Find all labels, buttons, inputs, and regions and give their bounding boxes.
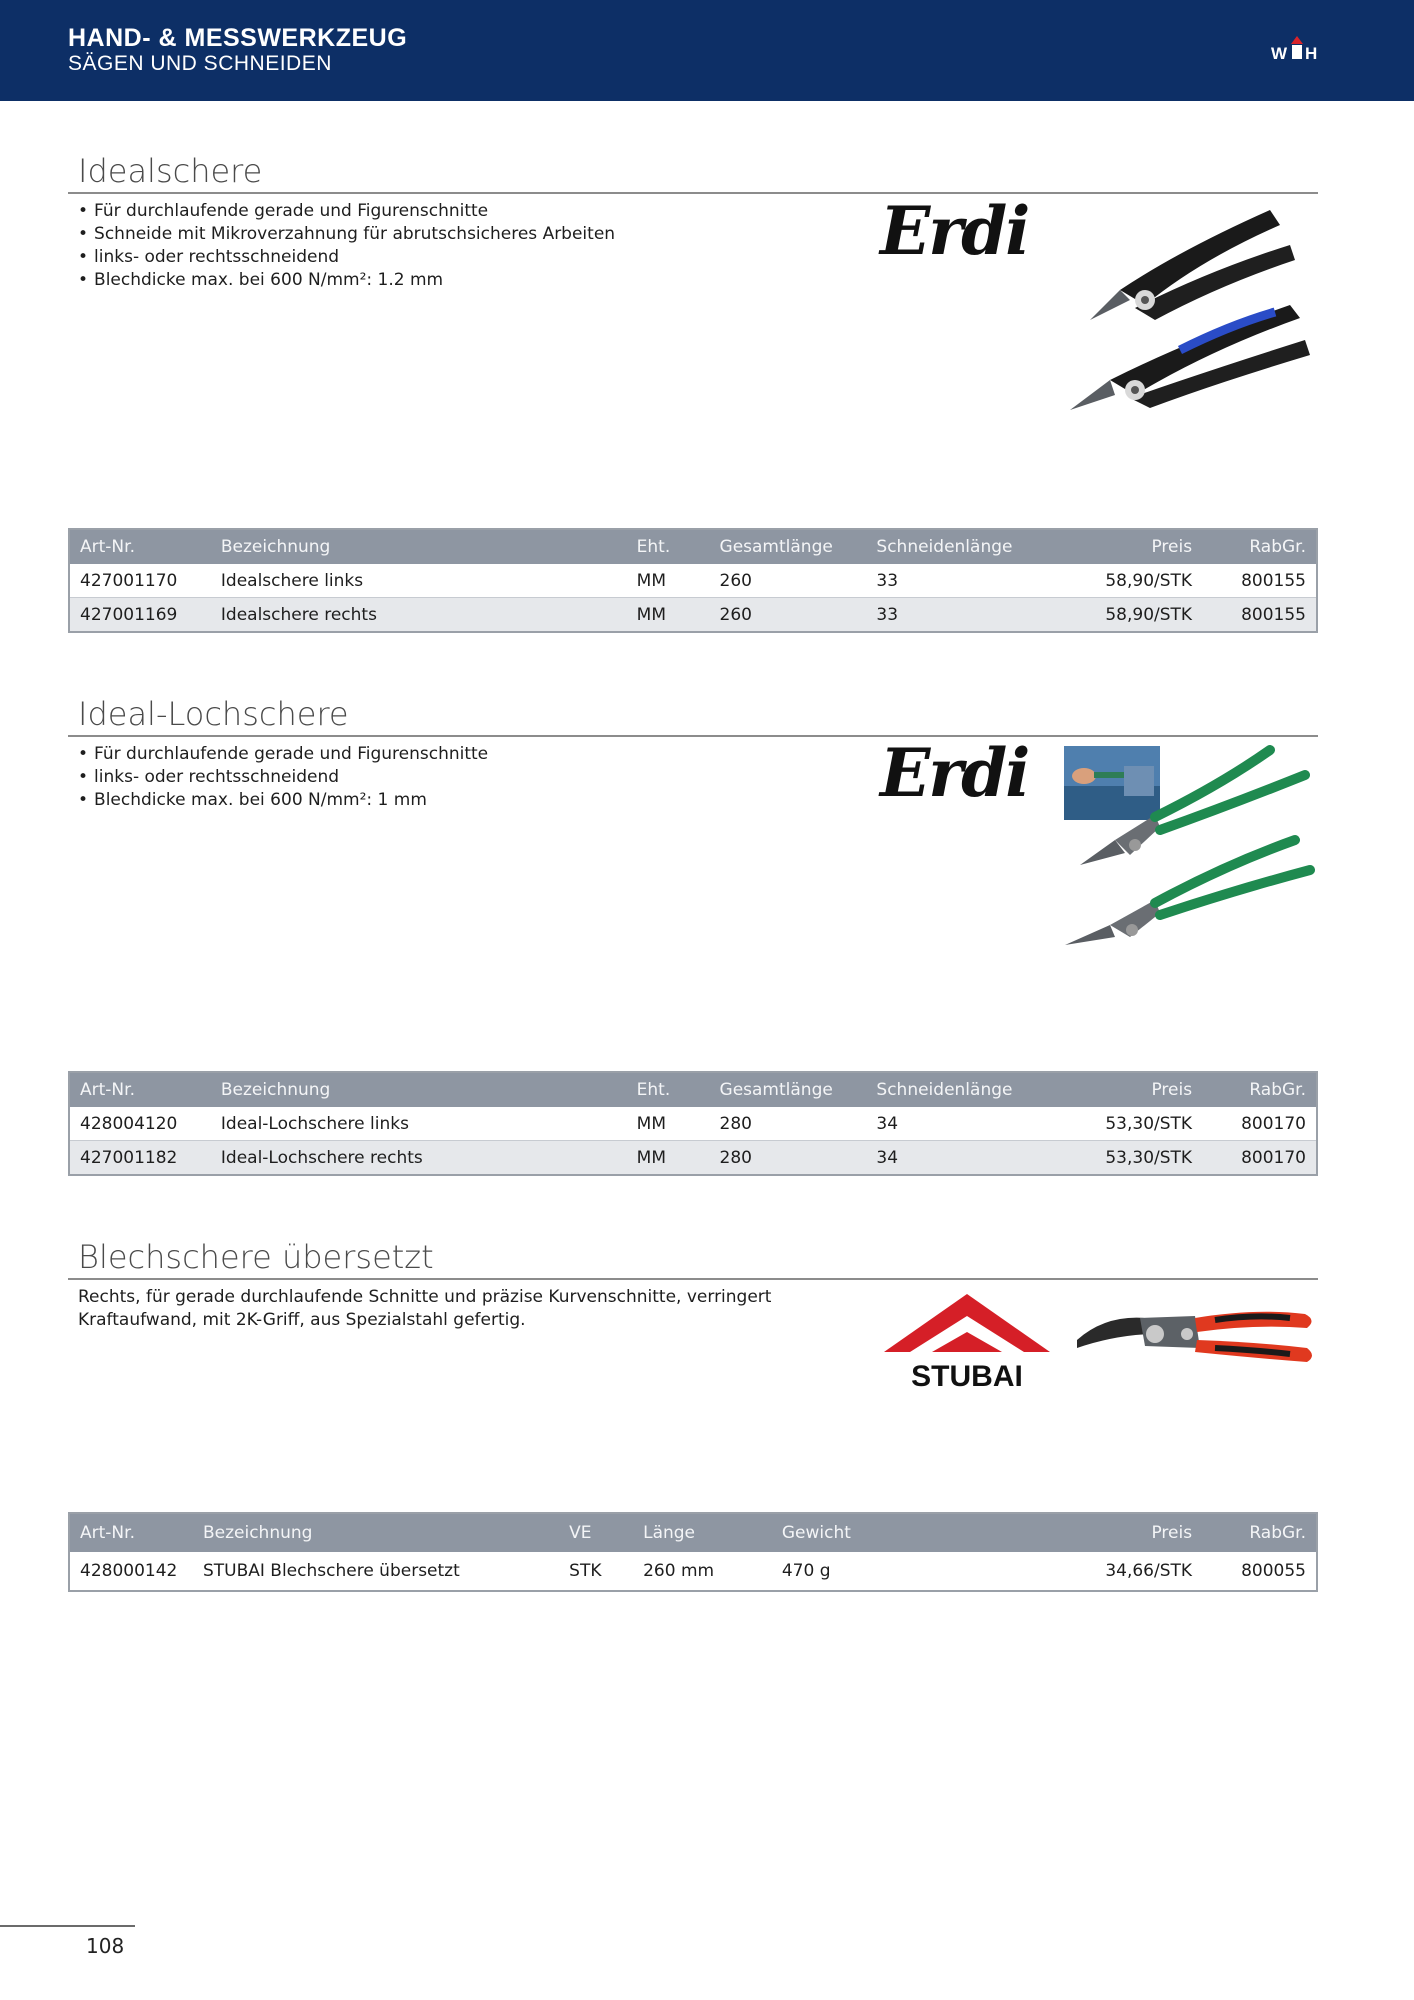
cell-rabgr: 800170 <box>1202 1141 1317 1176</box>
col-rabgr: RabGr. <box>1202 1513 1317 1552</box>
blechschere-table <box>68 1512 1318 1592</box>
blechschere-product-image <box>1075 1290 1320 1380</box>
col-ve: VE <box>559 1513 633 1552</box>
stubai-logo-text: STUBAI <box>911 1360 1023 1390</box>
cell-gesamtlaenge: 280 <box>710 1107 867 1141</box>
table-row <box>69 598 1317 633</box>
col-art-nr: Art-Nr. <box>69 529 211 564</box>
cell-preis: 58,90/STK <box>1050 564 1202 598</box>
col-preis: Preis <box>991 1513 1202 1552</box>
col-gewicht: Gewicht <box>772 1513 992 1552</box>
cell-art-nr: 427001169 <box>69 598 211 633</box>
cell-preis: 58,90/STK <box>1050 598 1202 633</box>
cell-schneidenlaenge: 33 <box>866 598 1050 633</box>
stubai-logo <box>882 1290 1052 1390</box>
lochschere-table <box>68 1071 1318 1176</box>
cell-preis: 34,66/STK <box>991 1552 1202 1591</box>
table-header <box>69 529 1317 564</box>
cell-art-nr: 427001182 <box>69 1141 211 1176</box>
cell-gesamtlaenge: 280 <box>710 1141 867 1176</box>
cell-ve: STK <box>559 1552 633 1591</box>
col-gesamtlaenge: Gesamtlänge <box>710 529 867 564</box>
page-header <box>0 0 1414 101</box>
cell-rabgr: 800055 <box>1202 1552 1317 1591</box>
col-gesamtlaenge: Gesamtlänge <box>710 1072 867 1107</box>
table-row <box>69 1141 1317 1176</box>
idealschere-table <box>68 528 1318 633</box>
cell-eht: MM <box>627 598 710 633</box>
feature-item: • Blechdicke max. bei 600 N/mm²: 1.2 mm <box>78 269 1318 292</box>
feature-item: • Schneide mit Mikroverzahnung für abrutschsicheres Arbeiten <box>78 223 1318 246</box>
logo-letter-w: W <box>1271 44 1288 63</box>
company-logo <box>1271 34 1323 64</box>
section-title: Ideal-Lochschere <box>68 693 1318 737</box>
footer-divider <box>0 1925 135 1927</box>
header-title: HAND- & MESSWERKZEUG <box>68 24 408 52</box>
col-art-nr: Art-Nr. <box>69 1072 211 1107</box>
page-number: 108 <box>86 1934 125 1958</box>
feature-item: • links- oder rechtsschneidend <box>78 246 1318 269</box>
logo-letter-h: H <box>1305 44 1318 63</box>
section-title: Blechschere übersetzt <box>68 1236 1318 1280</box>
table-header <box>69 1072 1317 1107</box>
product-description: Rechts, für gerade durchlaufende Schnitte und präzise Kurvenschnitte, verringert Kraftaufwand, mit 2K-Griff, aus Spezialstahl gefertig. <box>78 1287 772 1330</box>
cell-gewicht: 470 g <box>772 1552 992 1591</box>
cell-bezeichnung: Idealschere rechts <box>211 598 627 633</box>
cell-art-nr: 428004120 <box>69 1107 211 1141</box>
lochschere-product-image <box>1060 745 1320 955</box>
table-row <box>69 1107 1317 1141</box>
erdi-logo: Erdi <box>880 192 1029 270</box>
cell-rabgr: 800170 <box>1202 1107 1317 1141</box>
cell-schneidenlaenge: 34 <box>866 1141 1050 1176</box>
col-preis: Preis <box>1050 529 1202 564</box>
col-schneidenlaenge: Schneidenlänge <box>866 529 1050 564</box>
table-header <box>69 1513 1317 1552</box>
cell-rabgr: 800155 <box>1202 598 1317 633</box>
section-title: Idealschere <box>68 150 1318 194</box>
col-rabgr: RabGr. <box>1202 1072 1317 1107</box>
cell-eht: MM <box>627 1141 710 1176</box>
col-laenge: Länge <box>633 1513 772 1552</box>
feature-item: • links- oder rechtsschneidend <box>78 766 1318 789</box>
erdi-logo: Erdi <box>880 734 1029 812</box>
col-preis: Preis <box>1050 1072 1202 1107</box>
table-row <box>69 564 1317 598</box>
cell-preis: 53,30/STK <box>1050 1141 1202 1176</box>
cell-gesamtlaenge: 260 <box>710 598 867 633</box>
cell-bezeichnung: STUBAI Blechschere übersetzt <box>193 1552 559 1591</box>
cell-laenge: 260 mm <box>633 1552 772 1591</box>
cell-bezeichnung: Ideal-Lochschere rechts <box>211 1141 627 1176</box>
feature-item: • Für durchlaufende gerade und Figurenschnitte <box>78 200 1318 223</box>
cell-schneidenlaenge: 34 <box>866 1107 1050 1141</box>
col-eht: Eht. <box>627 1072 710 1107</box>
cell-bezeichnung: Ideal-Lochschere links <box>211 1107 627 1141</box>
cell-schneidenlaenge: 33 <box>866 564 1050 598</box>
feature-item: • Für durchlaufende gerade und Figurenschnitte <box>78 743 1318 766</box>
col-rabgr: RabGr. <box>1202 529 1317 564</box>
header-subtitle: SÄGEN UND SCHNEIDEN <box>68 52 332 75</box>
cell-art-nr: 427001170 <box>69 564 211 598</box>
cell-bezeichnung: Idealschere links <box>211 564 627 598</box>
col-bezeichnung: Bezeichnung <box>193 1513 559 1552</box>
idealschere-product-image <box>1060 200 1320 420</box>
cell-eht: MM <box>627 1107 710 1141</box>
col-bezeichnung: Bezeichnung <box>211 1072 627 1107</box>
col-bezeichnung: Bezeichnung <box>211 529 627 564</box>
cell-rabgr: 800155 <box>1202 564 1317 598</box>
cell-eht: MM <box>627 564 710 598</box>
table-row <box>69 1552 1317 1591</box>
cell-gesamtlaenge: 260 <box>710 564 867 598</box>
col-art-nr: Art-Nr. <box>69 1513 193 1552</box>
cell-preis: 53,30/STK <box>1050 1107 1202 1141</box>
col-eht: Eht. <box>627 529 710 564</box>
cell-art-nr: 428000142 <box>69 1552 193 1591</box>
col-schneidenlaenge: Schneidenlänge <box>866 1072 1050 1107</box>
feature-item: • Blechdicke max. bei 600 N/mm²: 1 mm <box>78 789 1318 812</box>
